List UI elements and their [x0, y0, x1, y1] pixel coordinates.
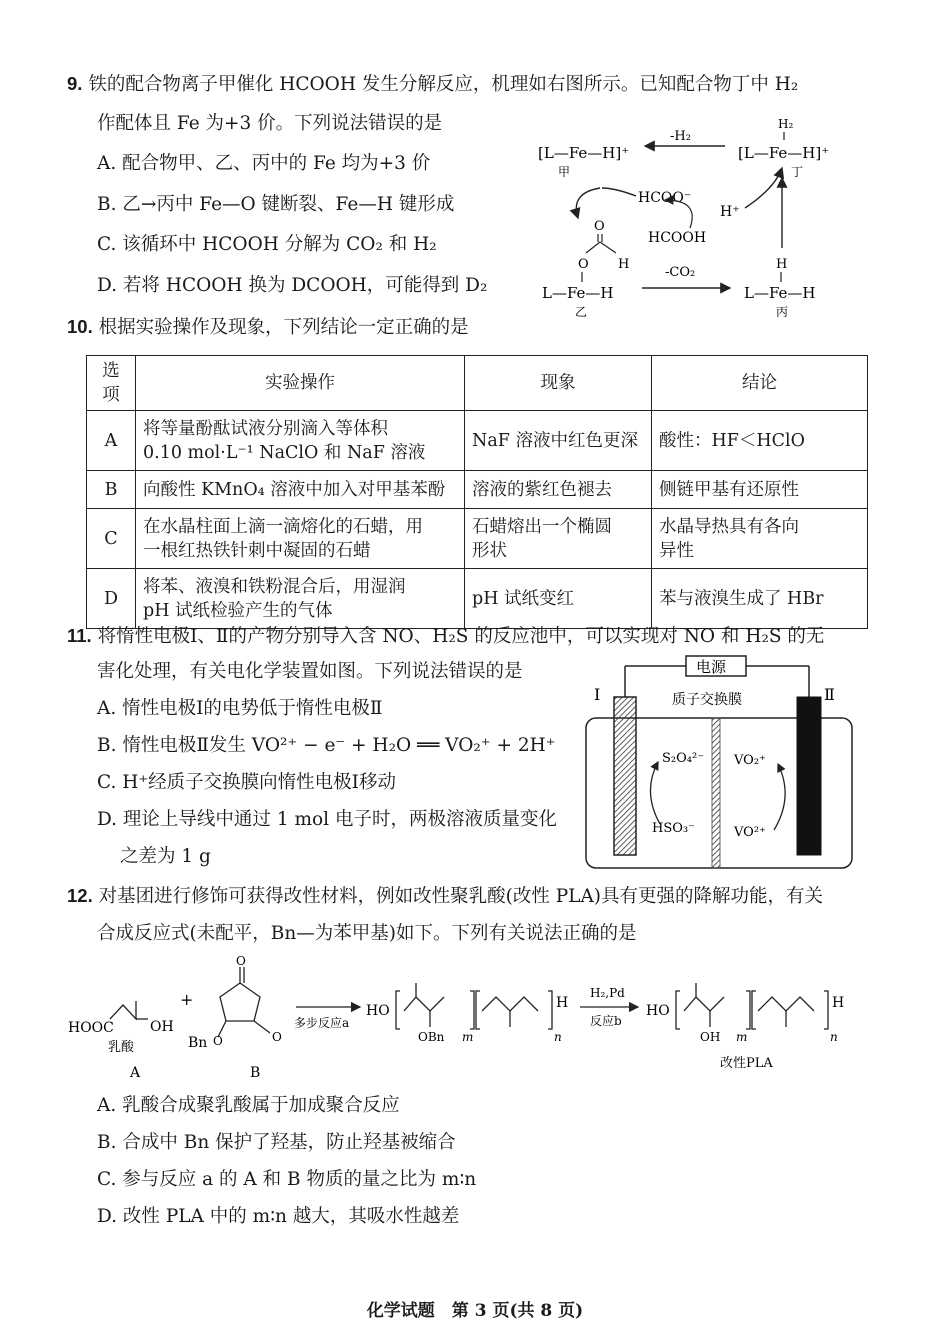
q10-row-b-operation: 向酸性 KMnO₄ 溶液中加入对甲基苯酚 — [136, 471, 465, 509]
q11-option-a: A. 惰性电极Ⅰ的电势低于惰性电极Ⅱ — [97, 698, 383, 719]
q9-yi-o-top: O — [594, 219, 605, 234]
q12-option-d: D. 改性 PLA 中的 m∶n 越大，其吸水性越差 — [97, 1206, 460, 1227]
q12-option-c: C. 参与反应 a 的 A 和 B 物质的量之比为 m∶n — [97, 1169, 477, 1190]
product-m: m — [736, 1030, 748, 1044]
product-h: H — [832, 995, 845, 1011]
q10-row-b-phenomenon: 溶液的紫红色褪去 — [465, 471, 652, 509]
q9-ding-formula: [L—Fe—H]⁺ — [738, 144, 830, 162]
b-carbonyl-o2: O — [272, 1030, 282, 1044]
q11-option-d-cont: 之差为 1 g — [120, 846, 211, 867]
b-carbonyl-o: O — [236, 955, 246, 968]
q9-minus-co2: -CO₂ — [665, 265, 696, 280]
q10-row-a-option: A — [87, 411, 136, 471]
q10-header-operation: 实验操作 — [136, 356, 465, 411]
q11-stem-text-1: 将惰性电极Ⅰ、Ⅱ的产物分别导入含 NO、H₂S 的反应池中，可以实现对 NO 和 H₂S 的无 — [97, 626, 825, 647]
q10-row-d-option: D — [87, 569, 136, 629]
vo2p-label: VO²⁺ — [734, 825, 766, 840]
q10-header-phenomenon: 现象 — [465, 356, 652, 411]
q10-row-c-op-line1: 在水晶柱面上滴一滴熔化的石蜡，用 — [143, 516, 423, 537]
q9-stem-line2: 作配体且 Fe 为+3 价。下列说法错误的是 — [97, 113, 443, 134]
q10-table — [86, 355, 868, 629]
page-footer: 化学试题 第 3 页(共 8 页) — [366, 1301, 584, 1321]
q9-option-b: B. 乙→丙中 Fe—O 键断裂、Fe—H 键形成 — [97, 194, 455, 215]
q9-option-a: A. 配合物甲、乙、丙中的 Fe 均为+3 价 — [97, 153, 431, 174]
electrode-2 — [797, 697, 821, 855]
product-ho: HO — [646, 1003, 670, 1019]
q9-jia-label: 甲 — [558, 165, 571, 179]
q11-stem-line2: 害化处理，有关电化学装置如图。下列说法错误的是 — [97, 661, 523, 682]
plus-sign: + — [180, 990, 194, 1009]
q9-stem-text-1: 铁的配合物离子甲催化 HCOOH 发生分解反应，机理如右图所示。已知配合物丁中 H₂ — [88, 74, 799, 95]
q12-option-b: B. 合成中 Bn 保护了羟基，防止羟基被缩合 — [97, 1132, 456, 1153]
intermediate-n: n — [554, 1030, 562, 1044]
q9-bing-h: H — [776, 257, 788, 272]
q10-row-c-co-line2: 异性 — [659, 540, 694, 561]
q10-row-a-phenomenon: NaF 溶液中红色更深 — [465, 411, 652, 471]
q9-minus-h2: -H₂ — [670, 129, 691, 144]
q9-stem-line1 — [67, 72, 798, 97]
q9-mechanism-diagram — [520, 108, 860, 328]
q10-row-d-op-line2: pH 试纸检验产生的气体 — [143, 600, 333, 621]
q11-option-d: D. 理论上导线中通过 1 mol 电子时，两极溶液质量变化 — [97, 809, 557, 830]
product-oh: OH — [700, 1030, 721, 1044]
q10-row-b-option: B — [87, 471, 136, 509]
electrode-1-label: Ⅰ — [594, 685, 601, 704]
q12-stem-text-1: 对基团进行修饰可获得改性材料，例如改性聚乳酸(改性 PLA)具有更强的降解功能，有关 — [98, 886, 824, 907]
h2pd-label: H₂,Pd — [590, 986, 625, 1000]
table-row — [87, 509, 868, 569]
q10-row-d-op-line1: 将苯、液溴和铁粉混合后，用湿润 — [143, 576, 406, 597]
intermediate-ho: HO — [366, 1003, 390, 1019]
q10-stem-text: 根据实验操作及现象，下列结论一定正确的是 — [98, 317, 469, 338]
intermediate-h: H — [556, 995, 569, 1011]
q10-header-option: 选项 — [87, 356, 136, 411]
q10-row-c-ph-line1: 石蜡熔出一个椭圆 — [472, 516, 612, 537]
electrode-1 — [614, 697, 636, 855]
q9-yi-h: H — [618, 257, 630, 272]
q9-yi-o-mid: O — [578, 257, 589, 272]
q10-row-b-conclusion: 侧链甲基有还原性 — [652, 471, 868, 509]
table-row — [87, 411, 868, 471]
q10-row-a-op-line1: 将等量酚酞试液分别滴入等体积 — [143, 418, 388, 439]
intermediate-obn: OBn — [418, 1030, 445, 1044]
q11-number: 11. — [67, 625, 92, 646]
proton-exchange-membrane — [712, 718, 720, 868]
q12-stem-line2: 合成反应式(未配平，Bn—为苯甲基)如下。下列有关说法正确的是 — [97, 923, 637, 944]
compound-a-label: A — [130, 1065, 141, 1081]
q9-hcoo: HCOO⁻ — [638, 190, 692, 206]
q11-electrolysis-diagram — [582, 652, 858, 874]
q10-row-a-conclusion: 酸性：HF＜HClO — [652, 411, 868, 471]
step-a-label: 多步反应a — [294, 1016, 350, 1030]
q10-row-c-phenomenon — [465, 509, 652, 569]
q10-row-c-ph-line2: 形状 — [472, 540, 507, 561]
q9-jia-formula: [L—Fe—H]⁺ — [538, 144, 630, 162]
compound-b-label: B — [250, 1065, 261, 1081]
q10-stem-line — [67, 315, 469, 340]
q10-row-d-conclusion: 苯与液溴生成了 HBr — [652, 569, 868, 629]
q10-row-c-operation — [136, 509, 465, 569]
q12-option-a: A. 乳酸合成聚乳酸属于加成聚合反应 — [97, 1095, 400, 1116]
q11-stem-line1 — [67, 624, 824, 649]
q10-row-d-phenomenon: pH 试纸变红 — [465, 569, 652, 629]
electrode-2-label: Ⅱ — [824, 685, 835, 704]
q9-ding-label: 丁 — [791, 165, 804, 179]
power-source-label: 电源 — [696, 658, 727, 676]
modified-pla-label: 改性PLA — [720, 1056, 773, 1071]
q9-hcooh: HCOOH — [648, 230, 707, 246]
q10-row-a-op-line2: 0.10 mol·L⁻¹ NaClO 和 NaF 溶液 — [143, 442, 426, 463]
q10-row-c-co-line1: 水晶导热具有各向 — [659, 516, 799, 537]
vo2plus-label: VO₂⁺ — [734, 753, 766, 768]
q10-row-c-option: C — [87, 509, 136, 569]
lactic-acid-label: 乳酸 — [108, 1040, 135, 1055]
membrane-label: 质子交换膜 — [672, 692, 742, 708]
q10-row-a-operation — [136, 411, 465, 471]
q10-row-c-op-line2: 一根红热铁针刺中凝固的石蜡 — [143, 540, 371, 561]
q12-reaction-scheme — [60, 955, 880, 1090]
q9-yi-formula: L—Fe—H — [542, 284, 614, 302]
q10-number: 10. — [67, 316, 93, 337]
q9-bing-label: 丙 — [776, 305, 789, 319]
q10-row-c-conclusion — [652, 509, 868, 569]
q12-number: 12. — [67, 885, 93, 906]
q9-bing-formula: L—Fe—H — [744, 284, 816, 302]
lactic-oh: OH — [150, 1019, 174, 1035]
hso3-label: HSO₃⁻ — [652, 821, 695, 836]
intermediate-m: m — [462, 1030, 474, 1044]
step-b-label: 反应b — [590, 1014, 622, 1028]
q9-hplus: H⁺ — [720, 204, 740, 220]
table-row — [87, 471, 868, 509]
s2o4-label: S₂O₄²⁻ — [662, 751, 705, 766]
q11-option-c: C. H⁺经质子交换膜向惰性电极Ⅰ移动 — [97, 772, 396, 793]
q9-number: 9. — [67, 73, 83, 94]
lactic-hooc: HOOC — [68, 1020, 114, 1036]
q12-stem-line1 — [67, 884, 823, 909]
q10-header-conclusion: 结论 — [652, 356, 868, 411]
q10-table-header — [87, 356, 868, 411]
q9-option-d: D. 若将 HCOOH 换为 DCOOH，可能得到 D₂ — [97, 275, 488, 296]
product-n: n — [830, 1030, 838, 1044]
b-bn-label: Bn — [188, 1035, 208, 1051]
table-row — [87, 569, 868, 629]
q11-option-b: B. 惰性电极Ⅱ发生 VO²⁺ − e⁻ + H₂O ══ VO₂⁺ + 2H⁺ — [97, 735, 556, 756]
q9-option-c: C. 该循环中 HCOOH 分解为 CO₂ 和 H₂ — [97, 234, 437, 255]
b-ether-o: O — [213, 1034, 223, 1048]
q9-yi-label: 乙 — [575, 305, 588, 319]
q9-ding-h2: H₂ — [778, 117, 794, 131]
q10-row-d-operation — [136, 569, 465, 629]
